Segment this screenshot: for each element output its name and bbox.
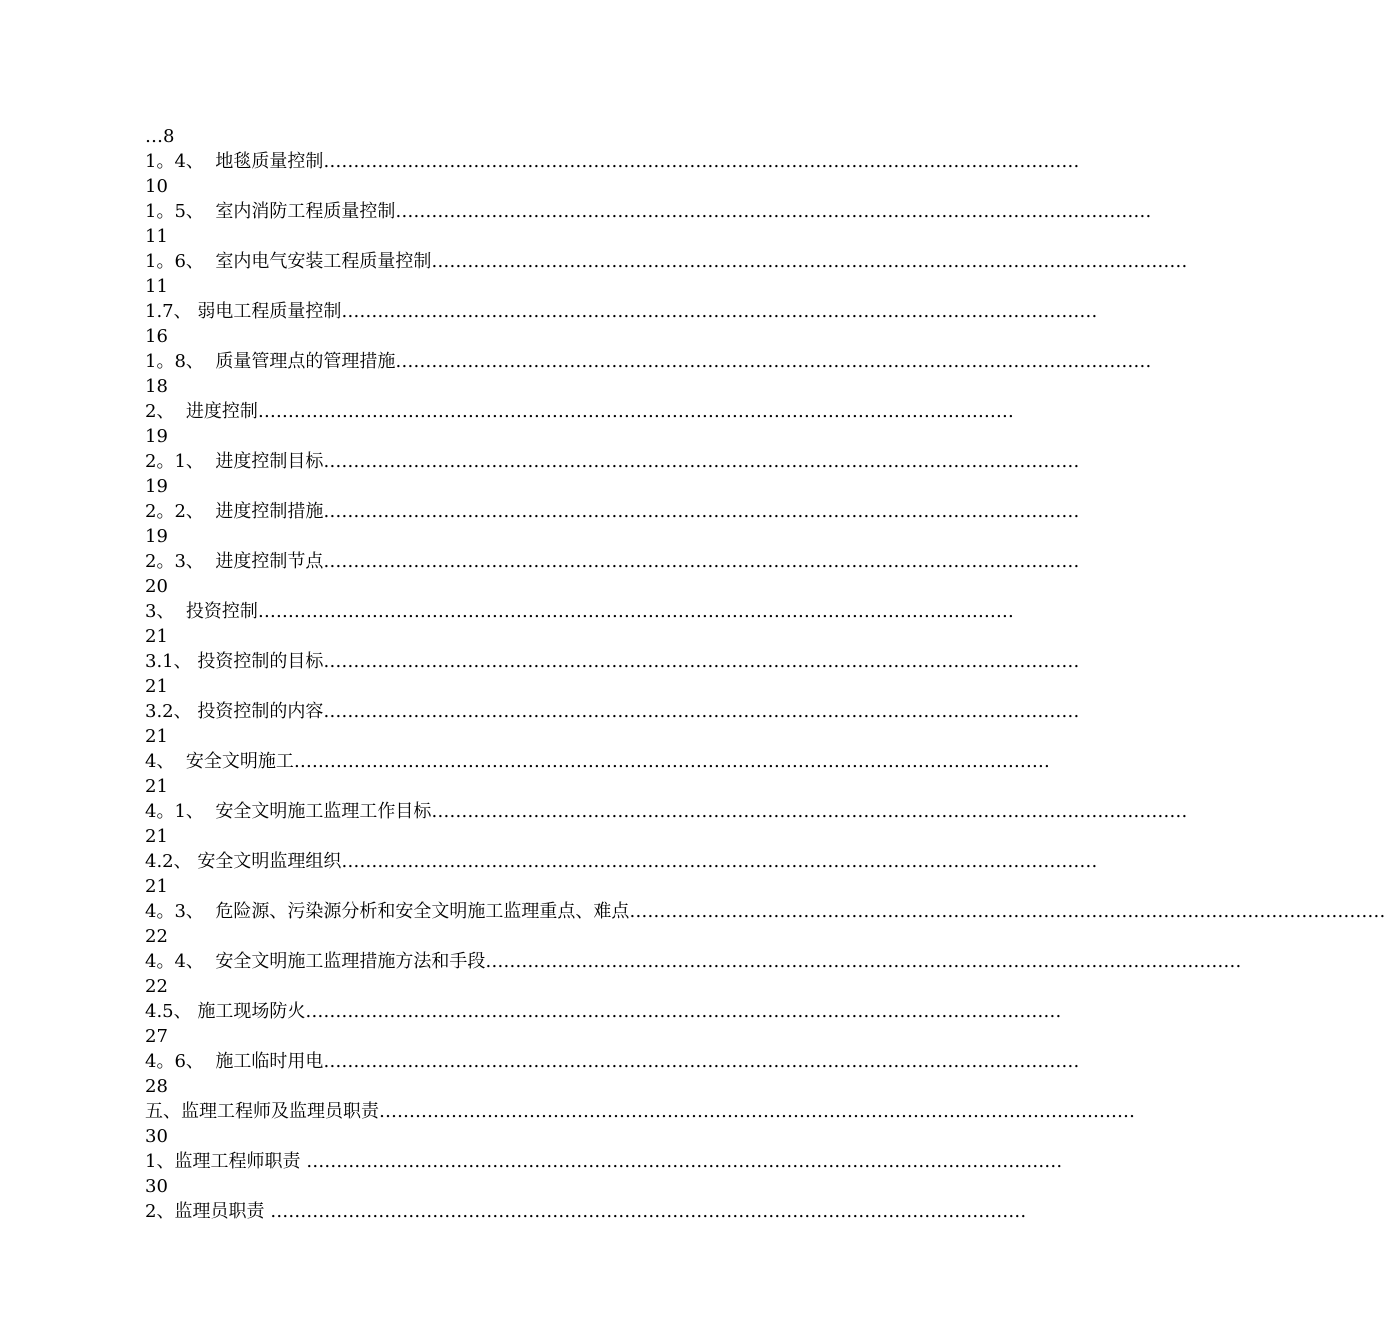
toc-page-number: 22 (145, 976, 168, 997)
toc-entry[interactable] (145, 899, 1385, 924)
toc-entry[interactable] (145, 199, 1152, 224)
toc-entry-label: 4.2、 安全文明监理组织 (145, 851, 342, 872)
toc-page-number: 11 (145, 276, 168, 297)
toc-entry-label: 4。3、 危险源、污染源分析和安全文明施工监理重点、难点 (145, 901, 630, 922)
toc-leader-dots: ……………………………………………………………………………………………………………… (257, 401, 1014, 422)
toc-page-number: 19 (145, 476, 168, 497)
toc-entry[interactable] (145, 849, 1098, 874)
toc-entry-label: 3.1、 投资控制的目标 (145, 651, 324, 672)
toc-page-number: 19 (145, 426, 168, 447)
toc-entry[interactable] (145, 749, 1050, 774)
toc-leader-dots: ……………………………………………………………………………………………………………… (305, 1001, 1062, 1022)
toc-page-number: 11 (145, 226, 168, 247)
toc-entry-label: 1.7、 弱电工程质量控制 (145, 301, 342, 322)
toc-leader-dots: ……………………………………………………………………………………………………………… (293, 751, 1050, 772)
toc-page-number: 21 (145, 826, 168, 847)
toc-entry-label: 1。8、 质量管理点的管理措施 (145, 351, 396, 372)
toc-entry-label: 1。5、 室内消防工程质量控制 (145, 201, 396, 222)
toc-entry-label: 4。1、 安全文明施工监理工作目标 (145, 801, 432, 822)
toc-leader-dots: ……………………………………………………………………………………………………………… (341, 301, 1098, 322)
toc-page-number: 27 (145, 1026, 168, 1047)
toc-entry[interactable] (145, 949, 1242, 974)
toc-entry-label: 3.2、 投资控制的内容 (145, 701, 324, 722)
toc-entry[interactable] (145, 349, 1152, 374)
toc-page-number: 21 (145, 726, 168, 747)
toc-leader-dots: ……………………………………………………………………………………………………………… (395, 351, 1152, 372)
toc-leader-dots: ……………………………………………………………………………………………………………… (431, 801, 1188, 822)
toc-entry-label: 1。6、 室内电气安装工程质量控制 (145, 251, 432, 272)
toc-entry[interactable] (145, 1149, 1063, 1174)
toc-leader-dots: ……………………………………………………………………………………………………………… (341, 851, 1098, 872)
toc-leader-dots: ……………………………………………………………………………………………………………… (323, 651, 1080, 672)
toc-page-number: 21 (145, 626, 168, 647)
toc-entry[interactable] (145, 449, 1080, 474)
toc-page-number: 21 (145, 776, 168, 797)
toc-page-number: 30 (145, 1126, 168, 1147)
toc-leader-dots: ……………………………………………………………………………………………………………… (323, 1051, 1080, 1072)
toc-entry-label: 五、监理工程师及监理员职责 (145, 1101, 379, 1122)
toc-page-number: 21 (145, 676, 168, 697)
toc-page-number: 22 (145, 926, 168, 947)
toc-entry-label: 4.5、 施工现场防火 (145, 1001, 306, 1022)
toc-entry-label: 2。3、 进度控制节点 (145, 551, 324, 572)
toc-entry-label: 1。4、 地毯质量控制 (145, 151, 324, 172)
toc-entry-label: 4。4、 安全文明施工监理措施方法和手段 (145, 951, 486, 972)
toc-entry-label: 2、 进度控制 (145, 401, 258, 422)
toc-page-number: 10 (145, 176, 168, 197)
toc-entry[interactable] (145, 999, 1062, 1024)
toc-entry[interactable] (145, 1199, 1027, 1224)
toc-entry[interactable] (145, 1099, 1135, 1124)
toc-entry-label: 4、 安全文明施工 (145, 751, 294, 772)
toc-leader-dots: ……………………………………………………………………………………………………………… (379, 1101, 1135, 1122)
toc-entry[interactable] (145, 649, 1080, 674)
toc-entries (145, 149, 1385, 1224)
toc-leader-dots: ……………………………………………………………………………………………………………… (431, 251, 1188, 272)
toc-leader-dots: ……………………………………………………………………………………………………………… (257, 601, 1014, 622)
toc-entry[interactable] (145, 399, 1014, 424)
toc-entry[interactable] (145, 549, 1080, 574)
toc-leader-dots: ……………………………………………………………………………………………………………… (323, 451, 1080, 472)
toc-leader-dots: ……………………………………………………………………………………………………………… (629, 901, 1385, 922)
toc-page-number: 20 (145, 576, 168, 597)
toc-entry[interactable] (145, 599, 1014, 624)
toc-entry-label: 2。2、 进度控制措施 (145, 501, 324, 522)
toc-first-line: …8 (145, 126, 175, 147)
toc-page-number: 21 (145, 876, 168, 897)
toc-page-number: 28 (145, 1076, 168, 1097)
toc-entry[interactable] (145, 499, 1080, 524)
toc-leader-dots: ……………………………………………………………………………………………………………… (323, 551, 1080, 572)
toc-leader-dots: ……………………………………………………………………………………………………………… (323, 501, 1080, 522)
toc-entry[interactable] (145, 699, 1080, 724)
toc-entry-label: 2。1、 进度控制目标 (145, 451, 324, 472)
toc-leader-dots: ……………………………………………………………………………………………………………… (323, 701, 1080, 722)
toc-entry-label: 3、 投资控制 (145, 601, 258, 622)
toc-leader-dots: ……………………………………………………………………………………………………………… (395, 201, 1152, 222)
toc-leader-dots: ……………………………………………………………………………………………………………… (323, 151, 1080, 172)
toc-entry[interactable] (145, 249, 1188, 274)
toc-page-number: 30 (145, 1176, 168, 1197)
toc-entry-label: 1、监理工程师职责 (145, 1151, 307, 1172)
toc-entry[interactable] (145, 799, 1188, 824)
toc-leader-dots: ……………………………………………………………………………………………………………… (306, 1151, 1063, 1172)
toc-entry[interactable] (145, 299, 1098, 324)
toc-entry-label: 4。6、 施工临时用电 (145, 1051, 324, 1072)
toc-page-number: 19 (145, 526, 168, 547)
toc-entry[interactable] (145, 149, 1080, 174)
toc-page-number: 16 (145, 326, 168, 347)
toc-entry-label: 2、监理员职责 (145, 1201, 271, 1222)
toc-page-number: 18 (145, 376, 168, 397)
toc-entry[interactable] (145, 1049, 1080, 1074)
table-of-contents (145, 124, 1385, 1224)
toc-leader-dots: ……………………………………………………………………………………………………………… (485, 951, 1242, 972)
toc-leader-dots: ……………………………………………………………………………………………………………… (270, 1201, 1027, 1222)
